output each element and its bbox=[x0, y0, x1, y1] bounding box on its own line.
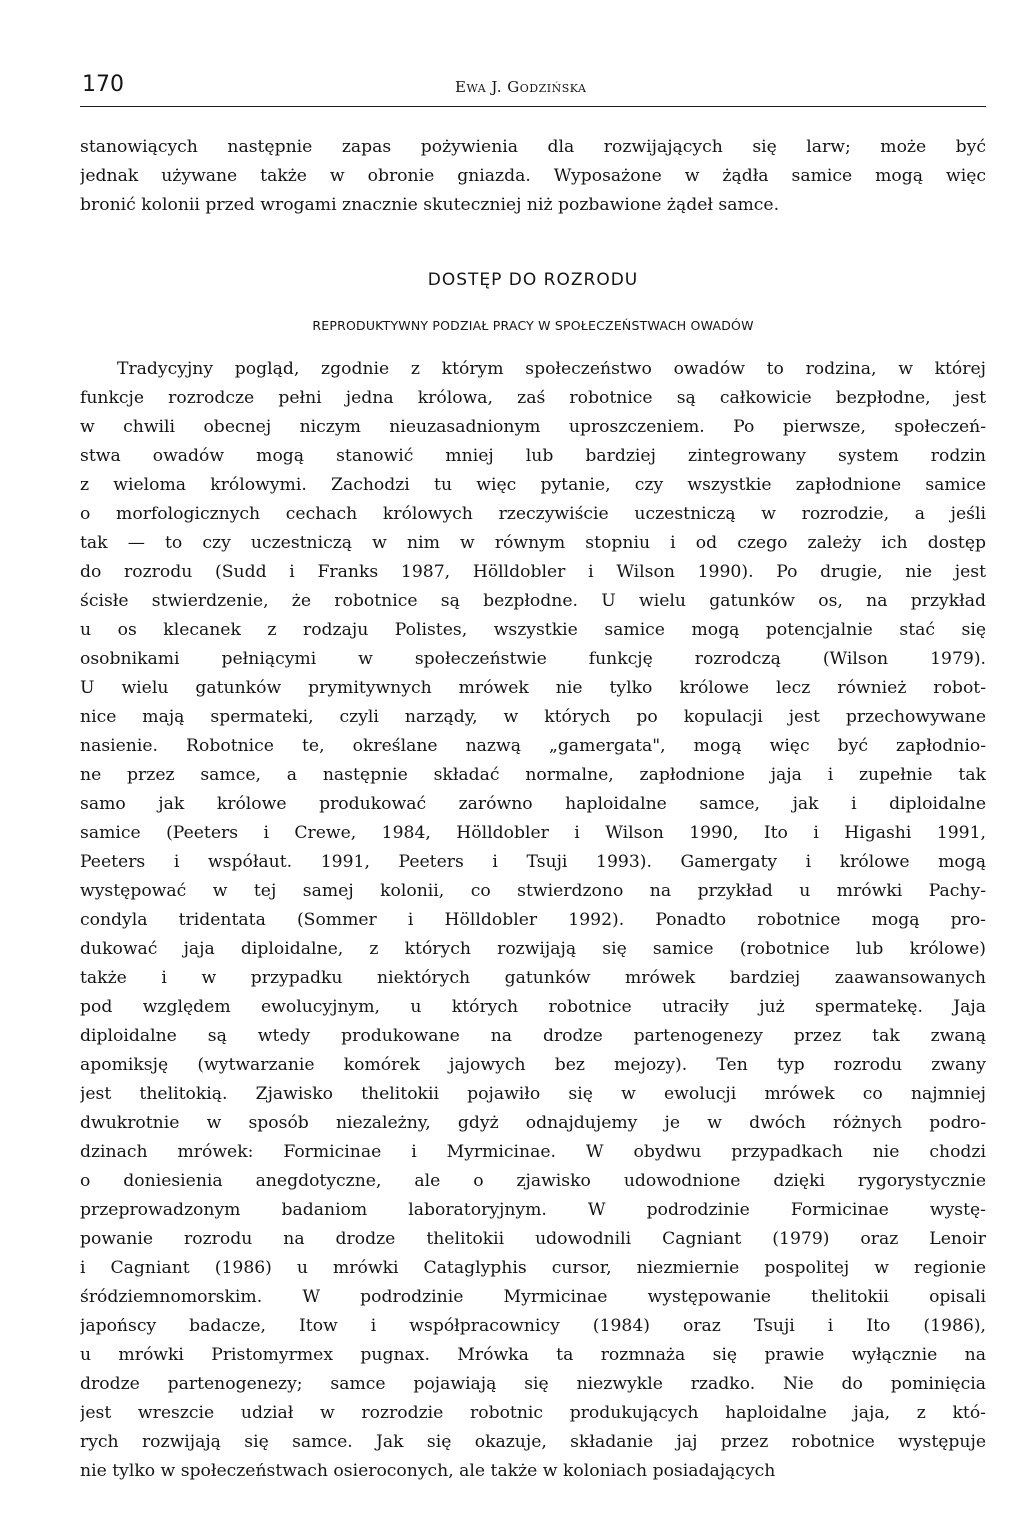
text-line: stwa owadów mogą stanowić mniej lub bardziej zintegrowany system rodzin bbox=[80, 446, 986, 466]
running-head-author: Ewa J. Godzińska bbox=[455, 78, 587, 96]
text-line: z wieloma królowymi. Zachodzi tu więc pytanie, czy wszystkie zapłodnione samice bbox=[80, 475, 986, 495]
text-line: osobnikami pełniącymi w społeczeństwie funkcję rozrodczą (Wilson 1979). bbox=[80, 649, 986, 669]
text-line: powanie rozrodu na drodze thelitokii udowodnili Cagniant (1979) oraz Lenoir bbox=[80, 1229, 986, 1249]
text-line: ne przez samce, a następnie składać normalne, zapłodnione jaja i zupełnie tak bbox=[80, 765, 986, 785]
text-line: apomiksję (wytwarzanie komórek jajowych bez mejozy). Ten typ rozrodu zwany bbox=[80, 1055, 986, 1075]
text-line: japońscy badacze, Itow i współpracownicy (1984) oraz Tsuji i Ito (1986), bbox=[80, 1316, 986, 1336]
text-line: samice (Peeters i Crewe, 1984, Hölldobler i Wilson 1990, Ito i Higashi 1991, bbox=[80, 823, 986, 843]
text-line: rych rozwijają się samce. Jak się okazuje, składanie jaj przez robotnice występuje bbox=[80, 1432, 986, 1452]
text-line: condyla tridentata (Sommer i Hölldobler 1992). Ponadto robotnice mogą pro- bbox=[80, 910, 986, 930]
text-line: samo jak królowe produkować zarówno haploidalne samce, jak i diploidalne bbox=[80, 794, 986, 814]
text-line: występować w tej samej kolonii, co stwierdzono na przykład u mrówki Pachy- bbox=[80, 881, 986, 901]
intro-paragraph bbox=[80, 133, 986, 220]
text-line: pod względem ewolucyjnym, u których robotnice utraciły już spermatekę. Jaja bbox=[80, 997, 986, 1017]
text-line: dwukrotnie w sposób niezależny, gdyż odnajdujemy je w dwóch różnych podro- bbox=[80, 1113, 986, 1133]
text-line: Tradycyjny pogląd, zgodnie z którym społeczeństwo owadów to rodzina, w której bbox=[117, 359, 986, 379]
body-paragraph bbox=[80, 355, 986, 1486]
text-line: u mrówki Pristomyrmex pugnax. Mrówka ta rozmnaża się prawie wyłącznie na bbox=[80, 1345, 986, 1365]
text-line: stanowiących następnie zapas pożywienia dla rozwijających się larw; może być bbox=[80, 137, 986, 157]
text-line: przeprowadzonym badaniom laboratoryjnym. W podrodzinie Formicinae wystę- bbox=[80, 1200, 986, 1220]
page-header bbox=[80, 72, 986, 107]
text-line: Peeters i współaut. 1991, Peeters i Tsuji 1993). Gamergaty i królowe mogą bbox=[80, 852, 986, 872]
text-line: i Cagniant (1986) u mrówki Cataglyphis cursor, niezmiernie pospolitej w regionie bbox=[80, 1258, 986, 1278]
text-line: dzinach mrówek: Formicinae i Myrmicinae. W obydwu przypadkach nie chodzi bbox=[80, 1142, 986, 1162]
text-line: drodze partenogenezy; samce pojawiają się niezwykle rzadko. Nie do pominięcia bbox=[80, 1374, 986, 1394]
text-line: diploidalne są wtedy produkowane na drodze partenogenezy przez tak zwaną bbox=[80, 1026, 986, 1046]
subsection-title: REPRODUKTYWNY PODZIAŁ PRACY W SPOŁECZEŃSTWACH OWADÓW bbox=[312, 318, 754, 333]
text-line: dukować jaja diploidalne, z których rozwijają się samice (robotnice lub królowe) bbox=[80, 939, 986, 959]
text-line: śródziemnomorskim. W podrodzinie Myrmicinae występowanie thelitokii opisali bbox=[80, 1287, 986, 1307]
text-line: bronić kolonii przed wrogami znacznie skuteczniej niż pozbawione żądeł samce. bbox=[80, 195, 780, 215]
text-line: nie tylko w społeczeństwach osieroconych, ale także w koloniach posiadających bbox=[80, 1461, 776, 1481]
text-line: jest wreszcie udział w rozrodzie robotnic produkujących haploidalne jaja, z któ- bbox=[80, 1403, 986, 1423]
text-line: nice mają spermateki, czyli narządy, w których po kopulacji jest przechowywane bbox=[80, 707, 986, 727]
text-line: o doniesienia anegdotyczne, ale o zjawisko udowodnione dzięki rygorystycznie bbox=[80, 1171, 986, 1191]
text-line: tak — to czy uczestniczą w nim w równym stopniu i od czego zależy ich dostęp bbox=[80, 533, 986, 553]
section-title: DOSTĘP DO ROZRODU bbox=[427, 270, 639, 290]
text-line: nasienie. Robotnice te, określane nazwą „gamergata", mogą więc być zapłodnio- bbox=[80, 736, 986, 756]
page-number: 170 bbox=[82, 72, 124, 97]
text-line: jednak używane także w obronie gniazda. Wyposażone w żądła samice mogą więc bbox=[80, 166, 986, 186]
text-line: także i w przypadku niektórych gatunków mrówek bardziej zaawansowanych bbox=[80, 968, 986, 988]
text-line: ścisłe stwierdzenie, że robotnice są bezpłodne. U wielu gatunków os, na przykład bbox=[80, 591, 986, 611]
text-line: funkcje rozrodcze pełni jedna królowa, zaś robotnice są całkowicie bezpłodne, jest bbox=[80, 388, 986, 408]
text-line: do rozrodu (Sudd i Franks 1987, Hölldobler i Wilson 1990). Po drugie, nie jest bbox=[80, 562, 986, 582]
text-line: o morfologicznych cechach królowych rzeczywiście uczestniczą w rozrodzie, a jeśli bbox=[80, 504, 986, 524]
text-line: u os klecanek z rodzaju Polistes, wszystkie samice mogą potencjalnie stać się bbox=[80, 620, 986, 640]
text-line: U wielu gatunków prymitywnych mrówek nie tylko królowe lecz również robot- bbox=[80, 678, 986, 698]
text-line: jest thelitokią. Zjawisko thelitokii pojawiło się w ewolucji mrówek co najmniej bbox=[80, 1084, 986, 1104]
text-line: w chwili obecnej niczym nieuzasadnionym uproszczeniem. Po pierwsze, społeczeń- bbox=[80, 417, 986, 437]
